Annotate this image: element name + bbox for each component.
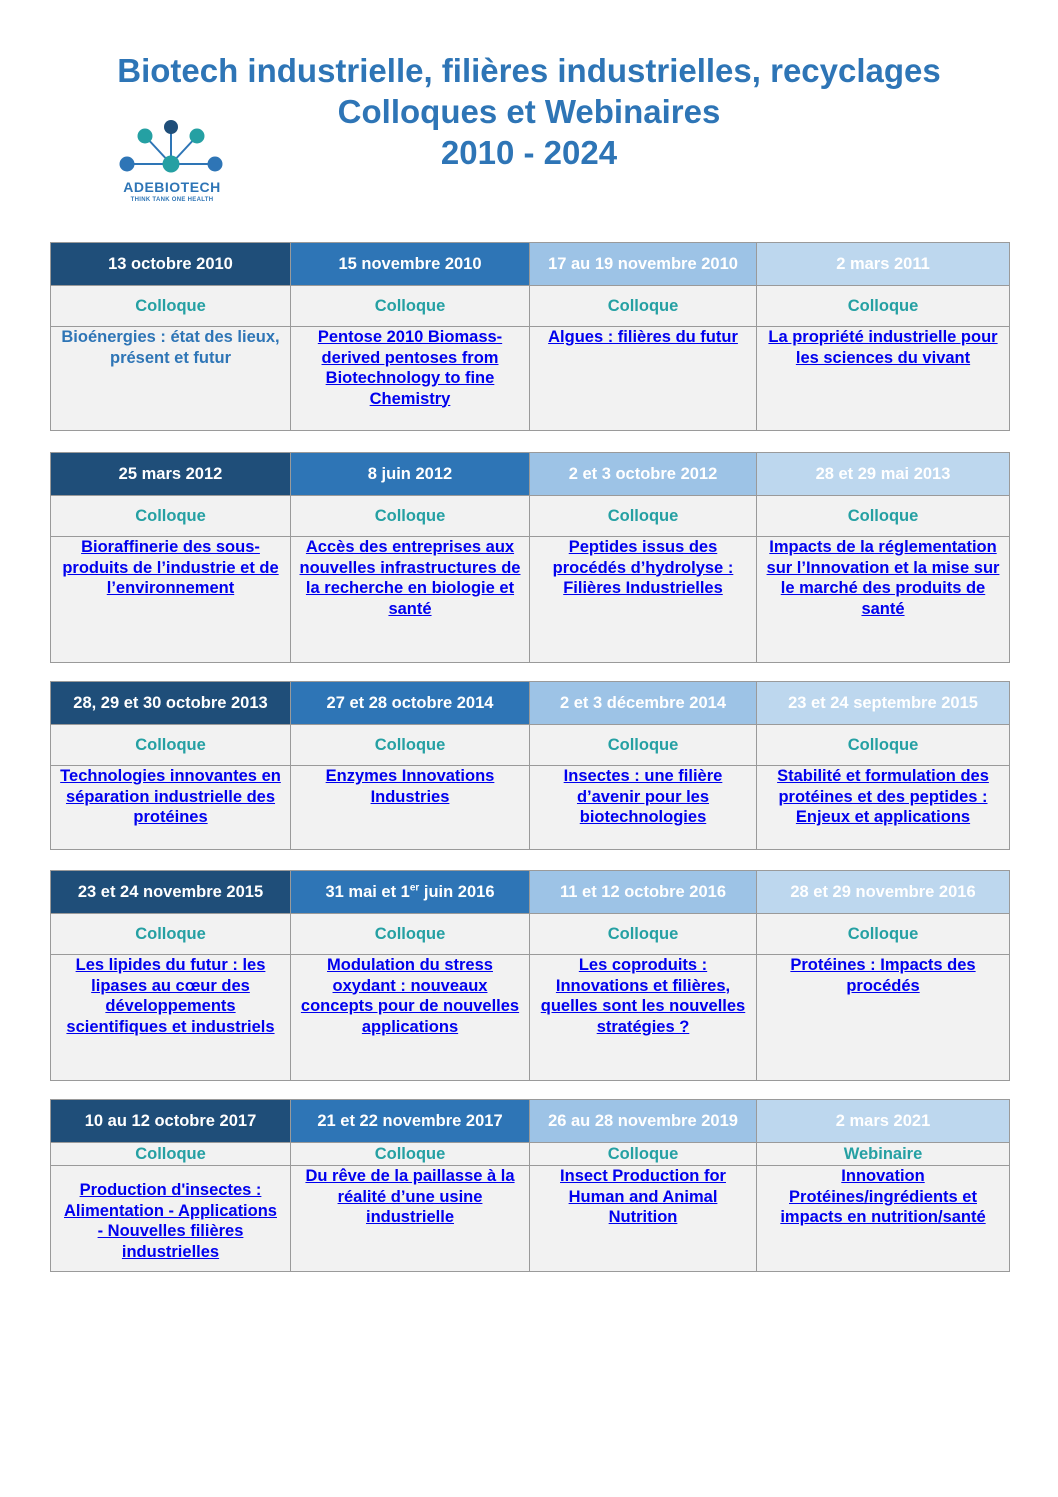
- title-row: [51, 766, 1010, 850]
- event-date: 2 et 3 octobre 2012: [530, 453, 757, 496]
- event-title-cell: [757, 327, 1010, 431]
- title-row: [51, 327, 1010, 431]
- page-years: 2010 - 2024: [440, 134, 618, 171]
- event-title-link[interactable]: Peptides issus des procédés d’hydrolyse : Filières Industrielles: [552, 538, 734, 597]
- event-title-cell: [291, 1166, 530, 1272]
- events-block-2017: [50, 1099, 1010, 1272]
- event-type: Colloque: [291, 725, 530, 766]
- date-row: [51, 243, 1010, 286]
- event-title-link[interactable]: Enzymes Innovations Industries: [325, 767, 495, 806]
- events-block-2012: [50, 452, 1010, 663]
- event-date: 23 et 24 novembre 2015: [51, 871, 291, 914]
- event-title-cell: [757, 537, 1010, 663]
- event-date: 28 et 29 mai 2013: [757, 453, 1010, 496]
- type-row: [51, 1143, 1010, 1166]
- event-title-cell: [530, 537, 757, 663]
- event-date: 8 juin 2012: [291, 453, 530, 496]
- event-title-cell: [757, 955, 1010, 1081]
- type-row: [51, 725, 1010, 766]
- event-title-cell: [51, 1166, 291, 1272]
- events-block-2010: [50, 242, 1010, 431]
- event-type: Colloque: [757, 496, 1010, 537]
- date-row: [51, 871, 1010, 914]
- page-subtitle: Colloques et Webinaires: [337, 93, 721, 130]
- event-date: 27 et 28 octobre 2014: [291, 682, 530, 725]
- event-title-link[interactable]: Insectes : une filière d’avenir pour les biotechnologies: [563, 767, 723, 826]
- event-title-cell: [291, 537, 530, 663]
- event-title-cell: [530, 766, 757, 850]
- title-row: [51, 1166, 1010, 1272]
- event-date: 28 et 29 novembre 2016: [757, 871, 1010, 914]
- event-date: 2 mars 2021: [757, 1100, 1010, 1143]
- event-title-link[interactable]: Protéines : Impacts des procédés: [790, 956, 976, 995]
- event-type: Colloque: [51, 1143, 291, 1166]
- event-title-cell: [291, 327, 530, 431]
- title-row: [51, 537, 1010, 663]
- event-date: [291, 871, 530, 914]
- event-title-cell: [291, 955, 530, 1081]
- event-type: Colloque: [530, 286, 757, 327]
- event-date: 15 novembre 2010: [291, 243, 530, 286]
- event-title-cell: [291, 766, 530, 850]
- event-type: Colloque: [757, 914, 1010, 955]
- event-type: Colloque: [291, 1143, 530, 1166]
- events-block-2015: [50, 870, 1010, 1081]
- event-date: 2 et 3 décembre 2014: [530, 682, 757, 725]
- event-title-cell: [757, 766, 1010, 850]
- event-type: Colloque: [291, 496, 530, 537]
- event-date: 25 mars 2012: [51, 453, 291, 496]
- event-title-link[interactable]: Pentose 2010 Biomass-derived pentoses from Biotechnology to fine Chemistry: [317, 328, 503, 408]
- event-type: Colloque: [291, 286, 530, 327]
- type-row: [51, 496, 1010, 537]
- event-type: Colloque: [51, 496, 291, 537]
- event-type: Colloque: [51, 286, 291, 327]
- event-title-link[interactable]: Technologies innovantes en séparation industrielle des protéines: [60, 767, 281, 826]
- event-title-cell: [51, 327, 291, 431]
- logo-tagline: THINK TANK ONE HEALTH: [130, 197, 214, 203]
- event-date: 17 au 19 novembre 2010: [530, 243, 757, 286]
- event-title-link[interactable]: Bioraffinerie des sous-produits de l’industrie et de l’environnement: [62, 538, 279, 597]
- page-title: Biotech industrielle, filières industrielles, recyclages: [117, 52, 941, 89]
- event-date: 11 et 12 octobre 2016: [530, 871, 757, 914]
- event-title-cell: [530, 955, 757, 1081]
- event-type: Colloque: [291, 914, 530, 955]
- event-type: Colloque: [530, 725, 757, 766]
- type-row: [51, 286, 1010, 327]
- title-row: [51, 955, 1010, 1081]
- event-title-link[interactable]: Stabilité et formulation des protéines et des peptides : Enjeux et applications: [777, 767, 989, 826]
- event-type: Colloque: [530, 1143, 757, 1166]
- event-type: Colloque: [51, 725, 291, 766]
- events-block-2013: [50, 681, 1010, 850]
- event-type: Colloque: [757, 725, 1010, 766]
- event-type: Colloque: [530, 914, 757, 955]
- molecule-icon: [112, 118, 230, 178]
- event-date: 10 au 12 octobre 2017: [51, 1100, 291, 1143]
- event-title-cell: [757, 1166, 1010, 1272]
- event-title-link[interactable]: Impacts de la réglementation sur l’Innovation et la mise sur le marché des produits de santé: [766, 538, 1000, 618]
- event-date-start: 31 mai et 1: [325, 882, 410, 901]
- event-title-link[interactable]: Algues : filières du futur: [548, 328, 738, 346]
- event-date: 23 et 24 septembre 2015: [757, 682, 1010, 725]
- date-row: [51, 1100, 1010, 1143]
- event-title-link[interactable]: Les lipides du futur : les lipases au cœur des développements scientifiques et industriels: [66, 956, 275, 1036]
- event-type: Colloque: [757, 286, 1010, 327]
- event-title-cell: [51, 766, 291, 850]
- event-title-cell: [51, 537, 291, 663]
- event-title-link[interactable]: Les coproduits : Innovations et filières, quelles sont les nouvelles stratégies ?: [540, 956, 746, 1036]
- date-row: [51, 682, 1010, 725]
- event-title-link[interactable]: Accès des entreprises aux nouvelles infrastructures de la recherche en biologie et santé: [299, 538, 521, 618]
- event-type: Webinaire: [757, 1143, 1010, 1166]
- event-title-cell: [51, 955, 291, 1081]
- type-row: [51, 914, 1010, 955]
- event-date-end: juin 2016: [419, 882, 495, 901]
- event-type: Colloque: [530, 496, 757, 537]
- adebiotech-logo: [112, 118, 230, 210]
- event-title-cell: [530, 327, 757, 431]
- logo-wordmark: ADEBIOTECH: [123, 179, 221, 195]
- event-title-link[interactable]: Du rêve de la paillasse à la réalité d’une usine industrielle: [305, 1167, 515, 1226]
- event-date: 2 mars 2011: [757, 243, 1010, 286]
- event-title: Bioénergies : état des lieux, présent et futur: [61, 328, 280, 367]
- event-date: 28, 29 et 30 octobre 2013: [51, 682, 291, 725]
- event-title-link[interactable]: Modulation du stress oxydant : nouveaux concepts pour de nouvelles applications: [300, 956, 520, 1036]
- event-title-link[interactable]: La propriété industrielle pour les sciences du vivant: [768, 328, 998, 367]
- event-title-link[interactable]: Innovation Protéines/ingrédients et impacts en nutrition/santé: [780, 1167, 986, 1226]
- event-date: 21 et 22 novembre 2017: [291, 1100, 530, 1143]
- event-title-link[interactable]: Insect Production for Human and Animal Nutrition: [560, 1167, 726, 1226]
- event-title-link[interactable]: Production d'insectes : Alimentation - Applications - Nouvelles filières industrielles: [64, 1181, 277, 1261]
- date-row: [51, 453, 1010, 496]
- event-title-cell: [530, 1166, 757, 1272]
- ordinal-suffix: er: [409, 882, 420, 893]
- event-date: 13 octobre 2010: [51, 243, 291, 286]
- event-type: Colloque: [51, 914, 291, 955]
- event-date: 26 au 28 novembre 2019: [530, 1100, 757, 1143]
